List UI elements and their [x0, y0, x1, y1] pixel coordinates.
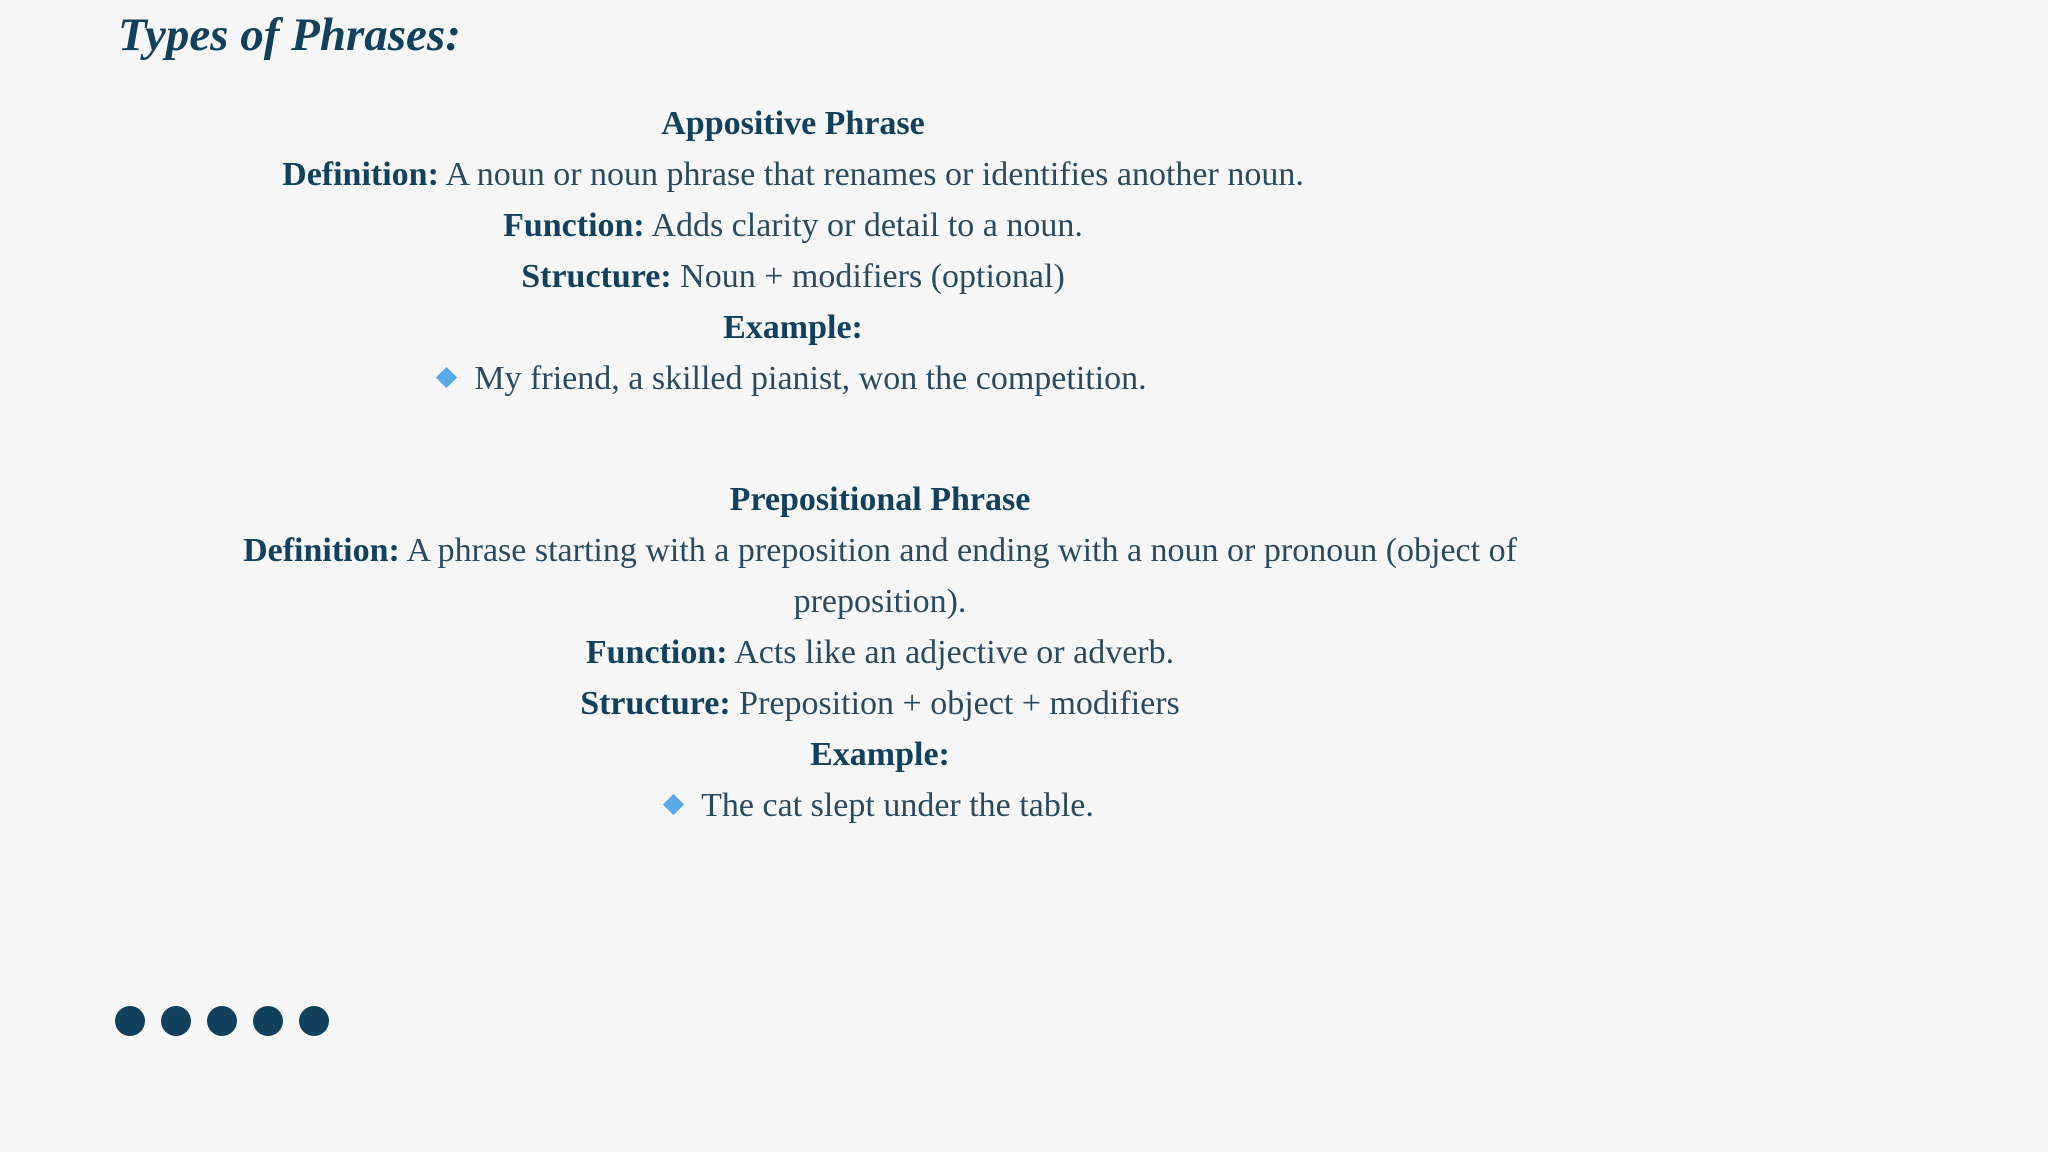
- pagination-dots: [115, 1006, 329, 1036]
- example-text: The cat slept under the table.: [701, 787, 1094, 824]
- dot-icon: [161, 1006, 191, 1036]
- dot-icon: [115, 1006, 145, 1036]
- dot-icon: [299, 1006, 329, 1036]
- definition-line: [180, 525, 1580, 627]
- structure-label: Structure:: [580, 685, 731, 722]
- definition-text: A noun or noun phrase that renames or identifies another noun.: [445, 156, 1304, 193]
- example-line: [200, 353, 1386, 404]
- example-label: Example:: [723, 309, 863, 346]
- structure-label: Structure:: [521, 258, 672, 295]
- example-text: My friend, a skilled pianist, won the competition.: [474, 360, 1147, 397]
- function-label: Function:: [503, 207, 645, 244]
- example-item: [666, 780, 1094, 831]
- structure-line: [200, 251, 1386, 302]
- function-label: Function:: [585, 634, 728, 671]
- section-heading: Appositive Phrase: [661, 105, 925, 142]
- example-line: [180, 780, 1580, 831]
- definition-text: A phrase starting with a preposition and ending with a noun or pronoun (object of preposition).: [406, 532, 1517, 620]
- definition-line: [200, 149, 1386, 200]
- section-prepositional-phrase: [180, 474, 1580, 831]
- structure-text: Preposition + object + modifiers: [739, 685, 1180, 722]
- dot-icon: [207, 1006, 237, 1036]
- section-appositive-phrase: [200, 98, 1386, 404]
- slide-title: Types of Phrases:: [118, 9, 461, 61]
- function-text: Acts like an adjective or adverb.: [734, 634, 1175, 671]
- example-item: [439, 353, 1146, 404]
- structure-line: [180, 678, 1580, 729]
- function-text: Adds clarity or detail to a noun.: [651, 207, 1083, 244]
- diamond-bullet-icon: [436, 367, 457, 388]
- definition-label: Definition:: [243, 532, 400, 569]
- definition-label: Definition:: [282, 156, 439, 193]
- function-line: [200, 200, 1386, 251]
- structure-text: Noun + modifiers (optional): [680, 258, 1065, 295]
- diamond-bullet-icon: [663, 794, 684, 815]
- dot-icon: [253, 1006, 283, 1036]
- function-line: [180, 627, 1580, 678]
- section-heading: Prepositional Phrase: [729, 481, 1031, 518]
- example-label: Example:: [810, 736, 950, 773]
